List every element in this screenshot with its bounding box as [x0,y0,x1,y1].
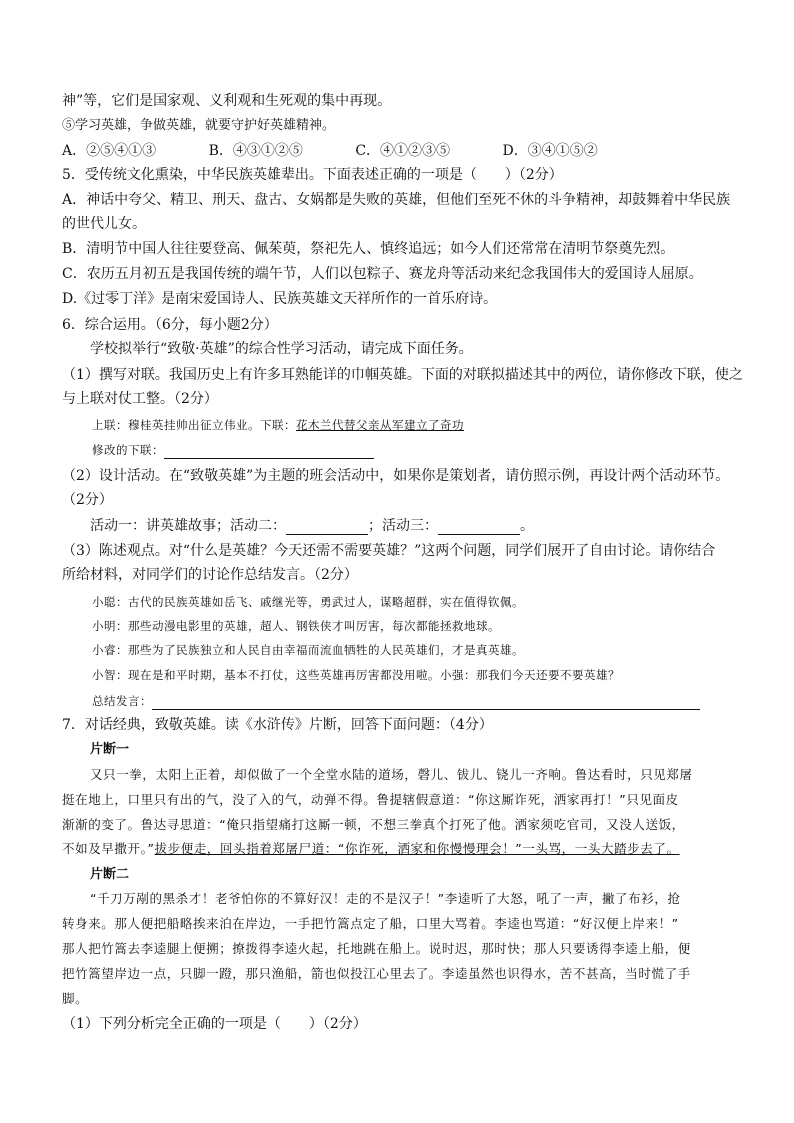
discussion-xiaocong: 小聪：古代的民族英雄如岳飞、戚继光等，勇武过人，谋略超群，实在值得钦佩。 [92,595,524,609]
question-5-option-b: B．清明节中国人往往要登高、佩茱萸，祭祀先人、慎终追远；如今人们还常常在清明节祭奠先烈。 [62,241,675,257]
question-7-1: （1）下列分析完全正确的一项是（ ）（2分） [62,1016,367,1032]
underlined-sentence: 拔步便走，回头指着郑屠尸道：“你诈死，洒家和你慢慢理会！”一头骂，一头大踏步去了。 [154,841,680,856]
couplet-upper: 上联：穆桂英挂帅出征立伟业。下联： [92,418,296,432]
question-5-option-d: D.《过零丁洋》是南宋爱国诗人、民族英雄文天祥所作的一首乐府诗。 [62,291,498,307]
discussion-xiaoming: 小明：那些动漫电影里的英雄，超人、钢铁侠才叫厉害，每次都能拯救地球。 [92,619,500,633]
question-6-2-cont: （2分） [62,492,113,508]
question-5-option-a: A．神话中夸父、精卫、刑天、盘古、女娲都是失败的英雄，但他们至死不休的斗争精神，却鼓舞着中华民族 [62,192,731,208]
couplet-lower: 花木兰代替父亲从军建立了奇功 [296,418,464,432]
summary-line [92,692,700,710]
q4-options [62,142,646,160]
question-6-stem: 6．综合运用。（6分，每小题2分） [62,317,278,333]
question-5-stem: 5．受传统文化熏染，中华民族英雄辈出。下面表述正确的一项是（ ）（2分） [62,167,563,183]
option-c: C．④①②③⑤ [355,143,451,159]
passage-1-line: 不如及早撒开。”拔步便走，回头指着郑屠尸道：“你诈死，洒家和你慢慢理会！”一头骂，一头大踏步去了。 [62,841,680,856]
activity-three-blank[interactable] [438,520,520,535]
question-6-1: （1）撰写对联。我国历史上有许多耳熟能详的巾帼英雄。下面的对联拟描述其中的两位，请你修改下联，使之 [62,367,743,383]
question-6-3-cont: 所给材料，对同学们的讨论作总结发言。（2分） [62,567,358,583]
question-6-2: （2）设计活动。在“致敬英雄”为主题的班会活动中，如果你是策划者，请仿照示例，再设计两个活动环节。 [62,468,730,484]
activity-two-blank[interactable] [286,520,368,535]
option-b: B．④③①②⑤ [208,143,303,159]
discussion-xiaozhi: 小智：现在是和平时期，基本不打仗，这些英雄再厉害都没用啦。小强：那我们今天还要不要英雄？ [92,668,620,682]
question-5-option-c: C．农历五月初五是我国传统的端午节，人们以包粽子、赛龙舟等活动来纪念我国伟大的爱国诗人屈原。 [62,266,703,282]
option-d: D．③④①⑤② [502,143,598,159]
activity-one: 活动一：讲英雄故事；活动二： [90,518,286,534]
activity-line: 活动一：讲英雄故事；活动二： ；活动三： 。 [90,518,534,534]
passage-2-line: 那人把竹篙去李逵腿上便搠；撩拨得李逵火起，托地跳在船上。说时迟，那时快；那人只要诱得李逵上船，便 [62,941,691,956]
activity-three-label: ；活动三： [368,518,438,534]
text-line: ⑤学习英雄，争做英雄，就要守护好英雄精神。 [62,118,336,133]
couplet-fix-label: 修改的下联： [92,443,164,457]
couplet-fix-blank[interactable] [164,444,374,459]
option-a: A．②⑤④①③ [62,143,157,159]
text-line: 神”等，它们是国家观、义利观和生死观的集中再现。 [62,93,392,109]
passage-1-line: 挺在地上，口里只有出的气，没了入的气，动弹不得。鲁提辖假意道：“你这厮诈死，洒家再打！”只见面皮 [62,792,679,807]
discussion-xiaorui: 小睿：那些为了民族独立和人民自由幸福而流血牺牲的人民英雄们，才是真英雄。 [92,643,524,657]
passage-1-line: 渐渐的变了。鲁达寻思道：“俺只指望痛打这厮一顿，不想三拳真个打死了他。洒家须吃官司，又没人送饭， [62,817,685,832]
passage-1-line: 又只一拳，太阳上正着，却似做了一个全堂水陆的道场，磬儿、钹儿、铙儿一齐响。鲁达看时，只见郑屠 [90,767,693,782]
question-6-1-cont: 与上联对仗工整。（2分） [62,391,218,407]
couplet-line [92,416,464,434]
passage-2-line: 脚。 [62,991,89,1006]
summary-blank[interactable] [152,695,700,710]
question-6-intro: 学校拟举行“致敬·英雄”的综合性学习活动，请完成下面任务。 [90,341,473,357]
question-7-stem: 7．对话经典，致敬英雄。读《水浒传》片断，回答下面问题：（4分） [62,717,493,733]
couplet-fix-line [92,441,374,459]
passage-2-line: 把竹篙望岸边一点，只脚一蹬，那只渔船，箭也似投江心里去了。李逵虽然也识得水，苦不甚高，当时慌了手 [62,966,691,981]
passage-2-title: 片断二 [90,867,130,882]
passage-2-line: “千刀万剐的黑杀才！老爷怕你的不算好汉！走的不是汉子！”李逵听了大怒，吼了一声，撇了布衫，抢 [90,891,681,906]
passage-2-line: 转身来。那人便把船略挨来泊在岸边，一手把竹篙点定了船，口里大骂着。李逵也骂道：“好汉便上岸来！” [62,916,679,931]
question-6-3: （3）陈述观点。对“什么是英雄？今天还需不需要英雄？”这两个问题，同学们展开了自由讨论。请你结合 [62,543,716,559]
summary-label: 总结发言： [92,694,152,708]
passage-1-title: 片断一 [90,742,130,757]
question-5-option-a-cont: 的世代儿女。 [62,216,146,232]
